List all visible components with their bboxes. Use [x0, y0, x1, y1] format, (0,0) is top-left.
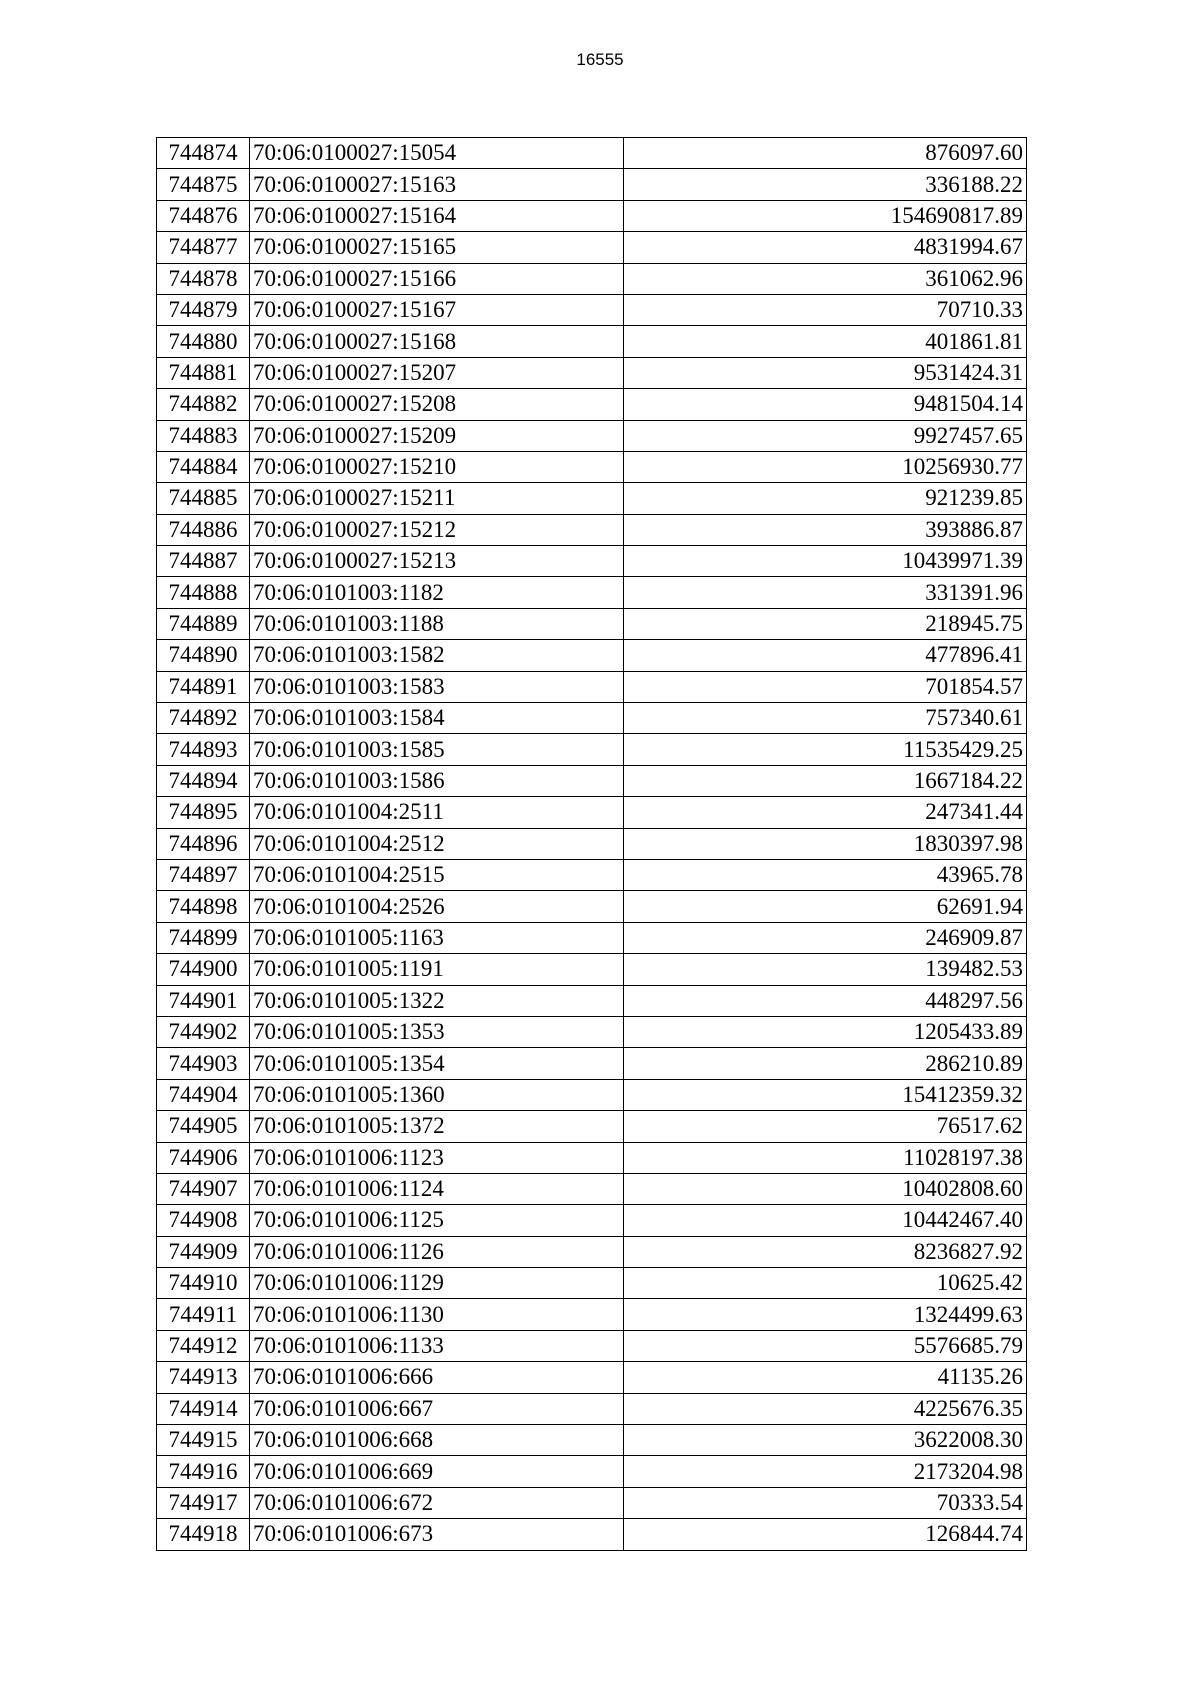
- value-cell: 11535429.25: [624, 734, 1027, 765]
- cadastral-number-cell: 70:06:0101006:1126: [250, 1236, 624, 1267]
- cadastral-number-cell: 70:06:0100027:15208: [250, 389, 624, 420]
- value-cell: 401861.81: [624, 326, 1027, 357]
- value-cell: 331391.96: [624, 577, 1027, 608]
- value-cell: 1324499.63: [624, 1299, 1027, 1330]
- row-id-cell: 744911: [157, 1299, 250, 1330]
- value-cell: 246909.87: [624, 922, 1027, 953]
- cadastral-number-cell: 70:06:0100027:15164: [250, 200, 624, 231]
- value-cell: 9481504.14: [624, 389, 1027, 420]
- value-cell: 247341.44: [624, 797, 1027, 828]
- value-cell: 286210.89: [624, 1048, 1027, 1079]
- table-row: [157, 326, 1027, 357]
- table-row: [157, 1236, 1027, 1267]
- cadastral-number-cell: 70:06:0100027:15166: [250, 263, 624, 294]
- value-cell: 154690817.89: [624, 200, 1027, 231]
- row-id-cell: 744876: [157, 200, 250, 231]
- value-cell: 9927457.65: [624, 420, 1027, 451]
- cadastral-number-cell: 70:06:0101003:1583: [250, 671, 624, 702]
- value-cell: 393886.87: [624, 514, 1027, 545]
- table-row: [157, 1362, 1027, 1393]
- row-id-cell: 744913: [157, 1362, 250, 1393]
- cadastral-number-cell: 70:06:0101005:1353: [250, 1016, 624, 1047]
- cadastral-number-cell: 70:06:0101004:2511: [250, 797, 624, 828]
- cadastral-number-cell: 70:06:0101003:1582: [250, 640, 624, 671]
- cadastral-number-cell: 70:06:0101006:667: [250, 1393, 624, 1424]
- table-row: [157, 1111, 1027, 1142]
- row-id-cell: 744885: [157, 483, 250, 514]
- value-cell: 8236827.92: [624, 1236, 1027, 1267]
- row-id-cell: 744889: [157, 608, 250, 639]
- row-id-cell: 744874: [157, 138, 250, 169]
- cadastral-number-cell: 70:06:0100027:15163: [250, 169, 624, 200]
- value-cell: 477896.41: [624, 640, 1027, 671]
- cadastral-number-cell: 70:06:0101005:1372: [250, 1111, 624, 1142]
- table-row: [157, 640, 1027, 671]
- row-id-cell: 744877: [157, 232, 250, 263]
- row-id-cell: 744903: [157, 1048, 250, 1079]
- table-row: [157, 1205, 1027, 1236]
- table-row: [157, 232, 1027, 263]
- table-row: [157, 483, 1027, 514]
- row-id-cell: 744917: [157, 1487, 250, 1518]
- cadastral-number-cell: 70:06:0101006:669: [250, 1456, 624, 1487]
- cadastral-number-cell: 70:06:0101006:673: [250, 1519, 624, 1550]
- value-cell: 43965.78: [624, 859, 1027, 890]
- table-row: [157, 546, 1027, 577]
- value-cell: 10442467.40: [624, 1205, 1027, 1236]
- value-cell: 11028197.38: [624, 1142, 1027, 1173]
- table-row: [157, 294, 1027, 325]
- row-id-cell: 744918: [157, 1519, 250, 1550]
- table-row: [157, 1299, 1027, 1330]
- cadastral-number-cell: 70:06:0100027:15207: [250, 357, 624, 388]
- table-row: [157, 1487, 1027, 1518]
- row-id-cell: 744900: [157, 954, 250, 985]
- table-row: [157, 138, 1027, 169]
- row-id-cell: 744884: [157, 451, 250, 482]
- table-row: [157, 1456, 1027, 1487]
- row-id-cell: 744892: [157, 703, 250, 734]
- table-row: [157, 828, 1027, 859]
- cadastral-number-cell: 70:06:0101004:2512: [250, 828, 624, 859]
- table-row: [157, 451, 1027, 482]
- row-id-cell: 744896: [157, 828, 250, 859]
- value-cell: 1205433.89: [624, 1016, 1027, 1047]
- table-row: [157, 169, 1027, 200]
- table-row: [157, 797, 1027, 828]
- row-id-cell: 744897: [157, 859, 250, 890]
- row-id-cell: 744882: [157, 389, 250, 420]
- table-row: [157, 200, 1027, 231]
- row-id-cell: 744895: [157, 797, 250, 828]
- row-id-cell: 744912: [157, 1330, 250, 1361]
- value-cell: 15412359.32: [624, 1079, 1027, 1110]
- cadastral-number-cell: 70:06:0101006:1129: [250, 1268, 624, 1299]
- row-id-cell: 744904: [157, 1079, 250, 1110]
- value-cell: 1830397.98: [624, 828, 1027, 859]
- row-id-cell: 744906: [157, 1142, 250, 1173]
- cadastral-number-cell: 70:06:0101003:1182: [250, 577, 624, 608]
- table-row: [157, 357, 1027, 388]
- row-id-cell: 744914: [157, 1393, 250, 1424]
- value-cell: 70333.54: [624, 1487, 1027, 1518]
- value-cell: 921239.85: [624, 483, 1027, 514]
- table-row: [157, 1142, 1027, 1173]
- table-row: [157, 608, 1027, 639]
- value-cell: 701854.57: [624, 671, 1027, 702]
- value-cell: 62691.94: [624, 891, 1027, 922]
- row-id-cell: 744899: [157, 922, 250, 953]
- table-row: [157, 1079, 1027, 1110]
- row-id-cell: 744879: [157, 294, 250, 325]
- table-row: [157, 859, 1027, 890]
- row-id-cell: 744908: [157, 1205, 250, 1236]
- row-id-cell: 744909: [157, 1236, 250, 1267]
- cadastral-number-cell: 70:06:0101006:1123: [250, 1142, 624, 1173]
- cadastral-number-cell: 70:06:0100027:15054: [250, 138, 624, 169]
- table-row: [157, 1173, 1027, 1204]
- cadastral-number-cell: 70:06:0101005:1163: [250, 922, 624, 953]
- cadastral-number-cell: 70:06:0100027:15165: [250, 232, 624, 263]
- cadastral-number-cell: 70:06:0100027:15168: [250, 326, 624, 357]
- table-row: [157, 765, 1027, 796]
- cadastral-number-cell: 70:06:0100027:15213: [250, 546, 624, 577]
- row-id-cell: 744886: [157, 514, 250, 545]
- value-cell: 361062.96: [624, 263, 1027, 294]
- table-row: [157, 703, 1027, 734]
- cadastral-number-cell: 70:06:0101006:1124: [250, 1173, 624, 1204]
- value-cell: 448297.56: [624, 985, 1027, 1016]
- value-cell: 70710.33: [624, 294, 1027, 325]
- value-cell: 757340.61: [624, 703, 1027, 734]
- value-cell: 3622008.30: [624, 1425, 1027, 1456]
- value-cell: 876097.60: [624, 138, 1027, 169]
- cadastral-number-cell: 70:06:0101005:1360: [250, 1079, 624, 1110]
- table-row: [157, 420, 1027, 451]
- value-cell: 4225676.35: [624, 1393, 1027, 1424]
- row-id-cell: 744890: [157, 640, 250, 671]
- value-cell: 1667184.22: [624, 765, 1027, 796]
- value-cell: 4831994.67: [624, 232, 1027, 263]
- row-id-cell: 744887: [157, 546, 250, 577]
- cadastral-number-cell: 70:06:0101004:2515: [250, 859, 624, 890]
- table-row: [157, 263, 1027, 294]
- cadastral-number-cell: 70:06:0101006:1125: [250, 1205, 624, 1236]
- table-row: [157, 891, 1027, 922]
- row-id-cell: 744891: [157, 671, 250, 702]
- table-row: [157, 1048, 1027, 1079]
- table-row: [157, 1425, 1027, 1456]
- table-row: [157, 1330, 1027, 1361]
- value-cell: 41135.26: [624, 1362, 1027, 1393]
- table-row: [157, 1268, 1027, 1299]
- table-row: [157, 922, 1027, 953]
- value-cell: 10256930.77: [624, 451, 1027, 482]
- table-row: [157, 577, 1027, 608]
- table-row: [157, 954, 1027, 985]
- value-cell: 218945.75: [624, 608, 1027, 639]
- value-cell: 139482.53: [624, 954, 1027, 985]
- table-row: [157, 734, 1027, 765]
- value-cell: 336188.22: [624, 169, 1027, 200]
- table-row: [157, 1519, 1027, 1550]
- value-cell: 9531424.31: [624, 357, 1027, 388]
- value-cell: 2173204.98: [624, 1456, 1027, 1487]
- table-body: [157, 138, 1027, 1551]
- row-id-cell: 744893: [157, 734, 250, 765]
- table-row: [157, 1393, 1027, 1424]
- cadastral-number-cell: 70:06:0100027:15212: [250, 514, 624, 545]
- value-cell: 126844.74: [624, 1519, 1027, 1550]
- cadastral-number-cell: 70:06:0100027:15210: [250, 451, 624, 482]
- row-id-cell: 744898: [157, 891, 250, 922]
- table-row: [157, 514, 1027, 545]
- cadastral-number-cell: 70:06:0101005:1354: [250, 1048, 624, 1079]
- value-cell: 10625.42: [624, 1268, 1027, 1299]
- cadastral-number-cell: 70:06:0101006:672: [250, 1487, 624, 1518]
- cadastral-number-cell: 70:06:0100027:15167: [250, 294, 624, 325]
- data-table: [156, 137, 1027, 1551]
- row-id-cell: 744916: [157, 1456, 250, 1487]
- row-id-cell: 744881: [157, 357, 250, 388]
- cadastral-number-cell: 70:06:0101004:2526: [250, 891, 624, 922]
- value-cell: 5576685.79: [624, 1330, 1027, 1361]
- row-id-cell: 744878: [157, 263, 250, 294]
- page-number: 16555: [576, 50, 624, 69]
- cadastral-number-cell: 70:06:0101003:1585: [250, 734, 624, 765]
- cadastral-number-cell: 70:06:0101006:1130: [250, 1299, 624, 1330]
- table-row: [157, 671, 1027, 702]
- row-id-cell: 744905: [157, 1111, 250, 1142]
- row-id-cell: 744902: [157, 1016, 250, 1047]
- row-id-cell: 744894: [157, 765, 250, 796]
- row-id-cell: 744875: [157, 169, 250, 200]
- cadastral-number-cell: 70:06:0101005:1191: [250, 954, 624, 985]
- table-row: [157, 985, 1027, 1016]
- table-row: [157, 1016, 1027, 1047]
- cadastral-number-cell: 70:06:0100027:15211: [250, 483, 624, 514]
- cadastral-number-cell: 70:06:0100027:15209: [250, 420, 624, 451]
- cadastral-number-cell: 70:06:0101006:666: [250, 1362, 624, 1393]
- cadastral-number-cell: 70:06:0101006:668: [250, 1425, 624, 1456]
- row-id-cell: 744880: [157, 326, 250, 357]
- cadastral-number-cell: 70:06:0101003:1584: [250, 703, 624, 734]
- row-id-cell: 744907: [157, 1173, 250, 1204]
- cadastral-number-cell: 70:06:0101003:1586: [250, 765, 624, 796]
- row-id-cell: 744901: [157, 985, 250, 1016]
- row-id-cell: 744883: [157, 420, 250, 451]
- value-cell: 10402808.60: [624, 1173, 1027, 1204]
- cadastral-number-cell: 70:06:0101005:1322: [250, 985, 624, 1016]
- value-cell: 10439971.39: [624, 546, 1027, 577]
- row-id-cell: 744910: [157, 1268, 250, 1299]
- table-row: [157, 389, 1027, 420]
- row-id-cell: 744915: [157, 1425, 250, 1456]
- cadastral-number-cell: 70:06:0101006:1133: [250, 1330, 624, 1361]
- row-id-cell: 744888: [157, 577, 250, 608]
- cadastral-number-cell: 70:06:0101003:1188: [250, 608, 624, 639]
- value-cell: 76517.62: [624, 1111, 1027, 1142]
